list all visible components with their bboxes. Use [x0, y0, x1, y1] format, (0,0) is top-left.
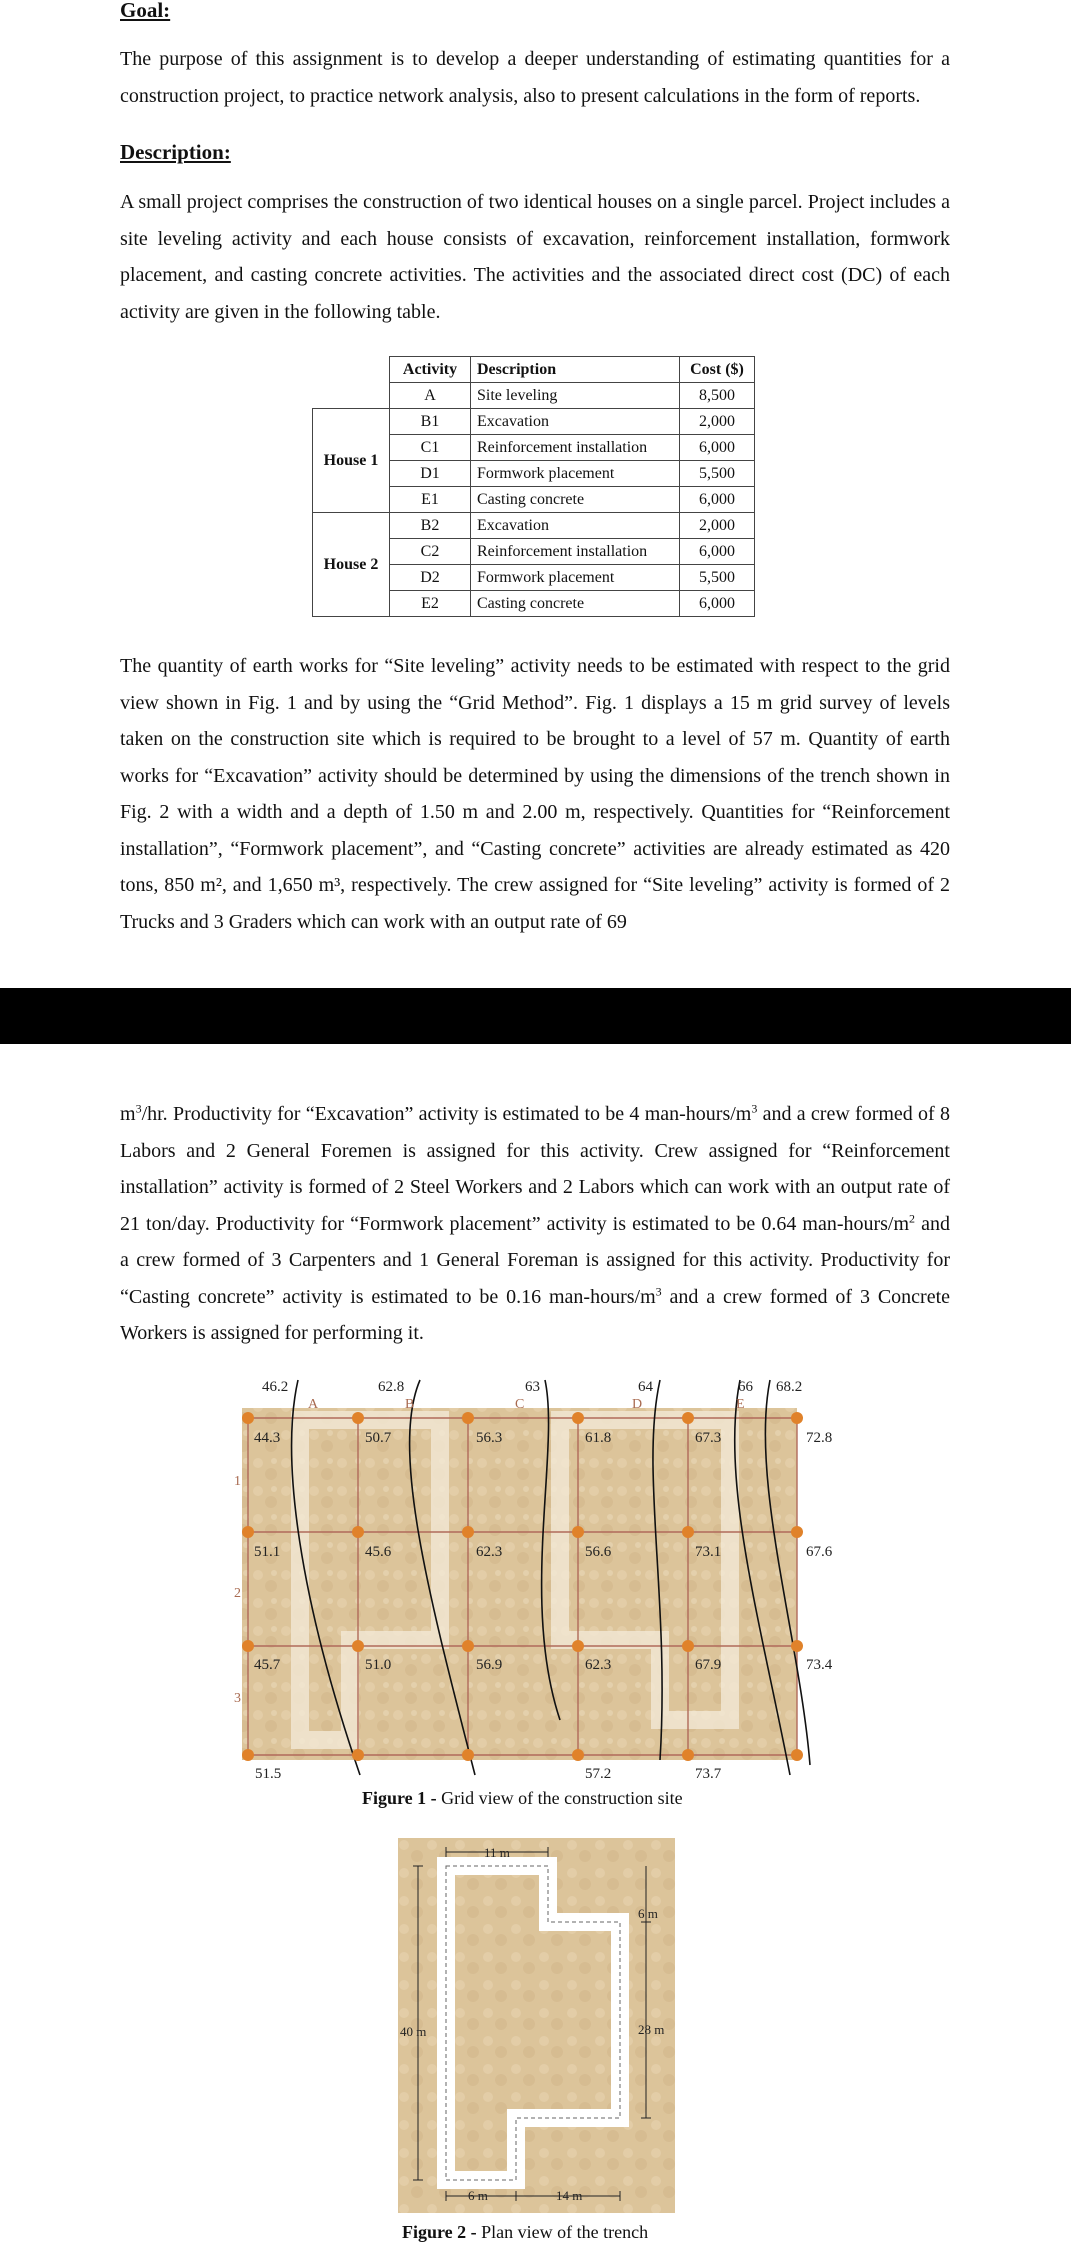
text-segment: and a crew formed of 3 Carpenters and 1 General Foreman is assigned for this activity. Productivity for “Casting concrete” activity is estimated to be 0.16 man-hours/m [120, 1212, 950, 1308]
activity-description: Reinforcement installation [471, 435, 680, 461]
top-value: 62.8 [378, 1379, 405, 1395]
level-value: 67.3 [695, 1430, 722, 1446]
activity-description: Formwork placement [471, 565, 680, 591]
goal-paragraph: The purpose of this assignment is to develop a deeper understanding of estimating quantities for a construction project, to practice network analysis, also to present calculations in the form of reports. [120, 48, 950, 107]
text-segment: m [120, 1103, 136, 1125]
header-activity: Activity [390, 357, 471, 383]
activity-cost: 2,000 [680, 513, 755, 539]
dim-label: 28 m [638, 2022, 665, 2037]
column-letter: B [405, 1397, 415, 1412]
table-header-row [313, 357, 755, 383]
bottom-value: 51.5 [255, 1766, 282, 1780]
text-segment: /hr. Productivity for “Excavation” activity is estimated to be 4 man-hours/m [141, 1103, 752, 1125]
activity-description: Casting concrete [471, 591, 680, 617]
level-value: 44.3 [254, 1430, 281, 1446]
level-value: 50.7 [365, 1430, 392, 1446]
activity-description: Site leveling [471, 383, 680, 409]
caption-text: Plan view of the trench [476, 2222, 649, 2242]
activity-description: Casting concrete [471, 487, 680, 513]
activity-cost: 5,500 [680, 565, 755, 591]
figure-2-trench-plan [398, 1838, 675, 2213]
row-number: 3 [234, 1691, 241, 1706]
dim-label: 6 m [638, 1906, 658, 1921]
top-value: 64 [638, 1379, 653, 1395]
dim-label: 6 m [468, 2188, 488, 2203]
site-area [242, 1408, 797, 1760]
row-number: 1 [234, 1474, 241, 1489]
top-value: 68.2 [776, 1379, 803, 1395]
quantities-paragraph: The quantity of earth works for “Site leveling” activity needs to be estimated with respect to the grid view shown in Fig. 1 and by using the “Grid Method”. Fig. 1 displays a 15 m grid survey of levels taken on the construction site which is required to be brought to a level of 57 m. Quantity of earth works for “Excavation” activity should be determined by using the dimensions of the trench shown in Fig. 2 with a width and a depth of 1.50 m and 2.00 m, respectively. Quantities for “Reinforcement installation”, “Formwork placement”, and “Casting concrete” activities are already estimated as 420 tons, 850 m², and 1,650 m³, respectively. The crew assigned for “Site leveling” activity is formed of 2 Trucks and 3 Graders which can work with an output rate of 69 [120, 655, 950, 933]
dim-label: 14 m [556, 2188, 583, 2203]
caption-label: Figure 1 - [362, 1788, 437, 1808]
page-break-band [0, 988, 1071, 1044]
caption-label: Figure 2 - [402, 2222, 477, 2242]
activity-cost: 6,000 [680, 591, 755, 617]
top-value: 63 [525, 1379, 540, 1395]
level-value: 45.7 [254, 1657, 281, 1673]
level-value: 51.1 [254, 1544, 281, 1560]
table-row [313, 409, 755, 435]
top-value: 66 [738, 1379, 753, 1395]
level-value: 67.6 [806, 1544, 833, 1560]
level-value: 73.1 [695, 1544, 722, 1560]
superscript: 3 [135, 1101, 142, 1116]
bottom-value: 73.7 [695, 1766, 722, 1780]
top-value: 46.2 [262, 1379, 289, 1395]
header-description: Description [471, 357, 680, 383]
activity-description: Excavation [471, 513, 680, 539]
level-value: 62.3 [585, 1657, 612, 1673]
productivity-paragraph [120, 1096, 950, 1352]
table-row [313, 383, 755, 409]
activity-description: Reinforcement installation [471, 539, 680, 565]
caption-text: Grid view of the construction site [436, 1788, 683, 1808]
column-letter: C [515, 1397, 525, 1412]
superscript: 3 [751, 1101, 758, 1116]
activity-code: D1 [390, 461, 471, 487]
description-heading: Description: [120, 140, 231, 164]
activity-description: Formwork placement [471, 461, 680, 487]
table-row [313, 513, 755, 539]
activity-cost: 8,500 [680, 383, 755, 409]
activity-cost-table [312, 356, 755, 617]
activity-code: C2 [390, 539, 471, 565]
column-letter: D [632, 1397, 643, 1412]
activity-code: D2 [390, 565, 471, 591]
superscript: 3 [655, 1283, 662, 1298]
text-segment: and a crew formed of 8 Labors and 2 General Foremen is assigned for this activity. Crew assigned for “Reinforcement installation” activity is formed of 2 Steel Workers and 2 Labors which can work with an output rate of 21 ton/day. Productivity for “Formwork placement” activity is estimated to be 0.64 man-hours/m [120, 1103, 950, 1235]
header-cost: Cost ($) [680, 357, 755, 383]
house-1-label: House 1 [313, 409, 390, 513]
activity-code: B2 [390, 513, 471, 539]
dim-label: 40 m [400, 2024, 427, 2039]
goal-heading: Goal: [120, 0, 171, 22]
activity-cost: 6,000 [680, 435, 755, 461]
figure-2-caption [402, 2222, 648, 2243]
text-segment: and a crew formed of 3 Concrete Workers is assigned for performing it. [120, 1285, 951, 1344]
activity-code: A [390, 383, 471, 409]
figure-1-grid-view [0, 1370, 1071, 1780]
row-number: 2 [234, 1586, 241, 1601]
activity-code: B1 [390, 409, 471, 435]
house-2-label: House 2 [313, 513, 390, 617]
column-letter: A [308, 1397, 319, 1412]
activity-cost: 6,000 [680, 487, 755, 513]
column-letter: E [736, 1397, 745, 1412]
level-value: 56.9 [476, 1657, 503, 1673]
activity-code: C1 [390, 435, 471, 461]
level-value: 51.0 [365, 1657, 392, 1673]
activity-code: E2 [390, 591, 471, 617]
activity-cost: 6,000 [680, 539, 755, 565]
level-value: 72.8 [806, 1430, 833, 1446]
activity-description: Excavation [471, 409, 680, 435]
activity-cost: 2,000 [680, 409, 755, 435]
dim-label: 11 m [484, 1845, 510, 1860]
level-value: 56.6 [585, 1544, 612, 1560]
level-value: 45.6 [365, 1544, 392, 1560]
bottom-value: 57.2 [585, 1766, 612, 1780]
level-value: 73.4 [806, 1657, 833, 1673]
superscript: 2 [909, 1210, 916, 1225]
level-value: 62.3 [476, 1544, 503, 1560]
activity-code: E1 [390, 487, 471, 513]
description-paragraph: A small project comprises the construction of two identical houses on a single parcel. Project includes a site leveling activity and each house consists of excavation, reinforcement installation, formwork placement, and casting concrete activities. The activities and the associated direct cost (DC) of each activity are given in the following table. [120, 191, 950, 323]
figure-1-caption [362, 1788, 683, 1809]
activity-cost: 5,500 [680, 461, 755, 487]
level-value: 67.9 [695, 1657, 722, 1673]
level-value: 56.3 [476, 1430, 503, 1446]
level-value: 61.8 [585, 1430, 612, 1446]
